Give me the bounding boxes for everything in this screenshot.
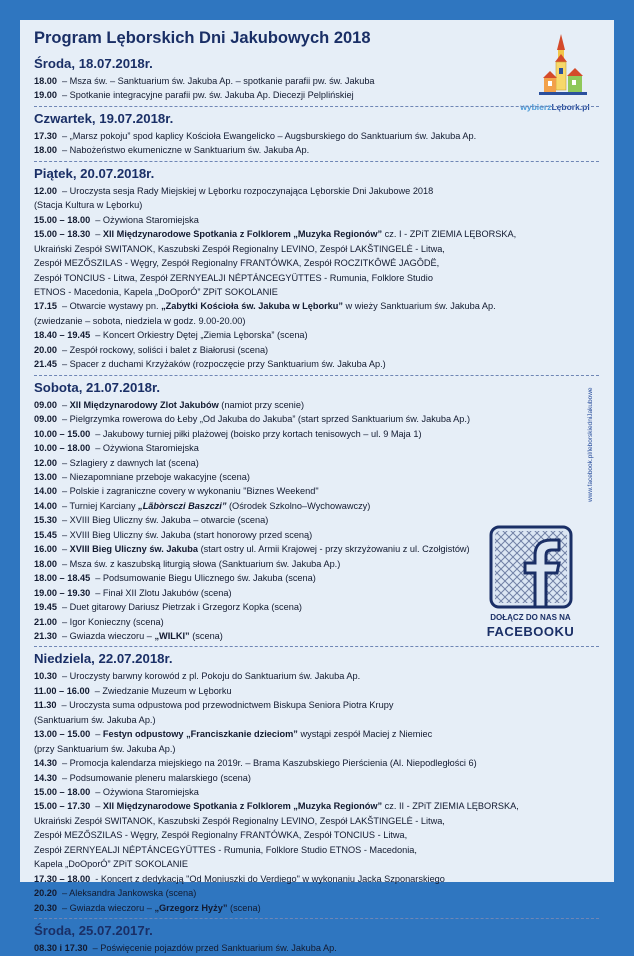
- event-description: – Ożywiona Staromiejska: [95, 443, 199, 454]
- program-sheet: [20, 20, 614, 954]
- event-time: 15.00 – 18.00: [34, 214, 91, 225]
- event-item: [34, 886, 599, 900]
- event-item: [34, 901, 599, 915]
- event-time: 15.45: [34, 529, 57, 540]
- event-description: – Gwiazda wieczoru – „WILKI” (scena): [62, 630, 223, 641]
- event-time: 17.30: [34, 130, 57, 141]
- event-description: – Zwiedzanie Muzeum w Lęborku: [94, 685, 232, 696]
- event-item: [34, 184, 599, 213]
- event-item: [34, 74, 599, 88]
- event-item: [34, 357, 599, 371]
- event-continuation: Ukraiński Zespół SWITANOK, Kaszubski Zespół Regionalny LEVINO, Zespół LAKŠTINGELĖ - Litwa,: [34, 243, 445, 254]
- event-description: – XVIII Bieg Uliczny św. Jakuba (start honorowy przed sceną): [62, 529, 313, 540]
- event-item: [34, 412, 599, 426]
- event-time: 21.00: [34, 616, 57, 627]
- event-time: 10.00 – 15.00: [34, 428, 91, 439]
- event-time: 20.00: [34, 344, 57, 355]
- event-description: – Uroczysty barwny korowód z pl. Pokoju do Sanktuarium św. Jakuba Ap.: [62, 671, 361, 682]
- event-description: – Msza św. – Sanktuarium św. Jakuba Ap. – spotkanie parafii pw. św. Jakuba: [62, 76, 375, 86]
- event-description: – Igor Konieczny (scena): [62, 616, 164, 627]
- event-description: – XVIII Bieg Uliczny św. Jakuba (start ostry ul. Armii Krajowej - przy skrzyżowaniu z ul. Czołgistów): [62, 544, 470, 555]
- event-continuation: Ukraiński Zespół SWITANOK, Kaszubski Zespół Regionalny LEVINO, Zespół LAKŠTINGELĖ - Litwa,: [34, 815, 445, 826]
- event-description: – Nabożeństwo ekumeniczne w Sanktuarium św. Jakuba Ap.: [62, 145, 310, 156]
- event-continuation: (zwiedzanie – sobota, niedziela w godz. 9.00-20.00): [34, 315, 246, 326]
- event-time: 19.00: [34, 90, 57, 101]
- event-time: 18.00: [34, 76, 57, 86]
- event-time: 10.00 – 18.00: [34, 443, 91, 454]
- event-description: – Festyn odpustowy „Franciszkanie dzieciom” wystąpi zespół Maciej z Niemiec: [95, 729, 433, 740]
- event-time: 14.30: [34, 758, 57, 769]
- event-item: [34, 328, 599, 342]
- event-description: – Zespół rockowy, soliści i balet z Białorusi (scena): [62, 344, 269, 355]
- event-time: 11.00 – 16.00: [34, 685, 90, 696]
- facebook-promo[interactable]: [483, 525, 578, 657]
- event-item: [34, 343, 599, 357]
- event-time: 20.20: [34, 888, 57, 899]
- day-heading: Piątek, 20.07.2018r.: [34, 165, 155, 181]
- event-item: [34, 88, 599, 102]
- event-time: 08.30 i 17.30: [34, 943, 88, 954]
- event-time: 16.00: [34, 544, 57, 555]
- event-description: – Podsumowanie pleneru malarskiego (scena): [62, 772, 251, 783]
- event-item: [34, 941, 599, 955]
- event-time: 13.00: [34, 471, 57, 482]
- event-time: 20.30: [34, 902, 57, 913]
- event-time: 15.00 – 18.30: [34, 229, 91, 240]
- facebook-caption-big: FACEBOOKU: [486, 624, 575, 639]
- event-time: 15.00 – 17.30: [34, 801, 91, 812]
- event-description: – Ożywiona Staromiejska: [95, 214, 199, 225]
- event-description: – Polskie i zagraniczne covery w wykonaniu "Biznes Weekend": [62, 486, 319, 497]
- event-description: – Koncert Orkiestry Dętej „Ziemia Lęborska” (scena): [95, 330, 308, 341]
- event-time: 10.30: [34, 671, 57, 682]
- event-time: 13.00 – 15.00: [34, 729, 91, 740]
- day-heading: Sobota, 21.07.2018r.: [34, 379, 161, 395]
- event-time: 18.40 – 19.45: [34, 330, 91, 341]
- event-item: [34, 470, 599, 484]
- facebook-url[interactable]: www.facebook.pl/leborskiedniJakubowe: [587, 387, 594, 502]
- page-title: Program Lęborskich Dni Jakubowych 2018: [34, 29, 371, 47]
- event-time: 17.15: [34, 301, 57, 312]
- event-item: [34, 427, 599, 441]
- event-description: – Gwiazda wieczoru – „Grzegorz Hyży” (scena): [62, 902, 261, 913]
- event-item: [34, 441, 599, 455]
- event-time: 17.30 – 18.00: [34, 873, 91, 884]
- day-heading: Środa, 18.07.2018r.: [34, 56, 153, 71]
- event-continuation: (przy Sanktuarium św. Jakuba Ap.): [34, 743, 176, 754]
- event-time: 21.45: [34, 359, 57, 370]
- event-time: 12.00: [34, 457, 57, 468]
- event-continuation: Zespół MEZŐSZILAS - Węgry, Zespół Regionalny FRANTÓWKA, Zespół ROCZITKÔWÉ JAGÔDË,: [34, 258, 440, 269]
- event-item: [34, 756, 599, 770]
- event-continuation: Zespół MEZŐSZILAS - Węgry, Zespół Regionalny FRANTÓWKA, Zespół TONCIUS - Litwa,: [34, 830, 408, 841]
- event-continuation: (Sanktuarium św. Jakuba Ap.): [34, 714, 156, 725]
- event-description: – XVIII Bieg Uliczny św. Jakuba – otwarcie (scena): [62, 515, 269, 526]
- event-description: – Turniej Karciany „Lãbòrsczi Baszczi” (Ośrodek Szkolno–Wychowawczy): [62, 500, 371, 511]
- event-description: - Koncert z dedykacją "Od Moniuszki do Verdiego" w wykonaniu Jacka Szponarskiego: [95, 873, 445, 884]
- event-description: – Aleksandra Jankowska (scena): [62, 888, 197, 899]
- event-description: – Spotkanie integracyjne parafii pw. św. Jakuba Ap. Diecezji Pelplińskiej: [62, 90, 354, 101]
- event-time: 14.00: [34, 500, 57, 511]
- event-time: 18.00: [34, 145, 57, 156]
- event-time: 12.00: [34, 185, 57, 196]
- event-item: [34, 684, 599, 698]
- event-item: [34, 499, 599, 513]
- day-heading: Czwartek, 19.07.2018r.: [34, 110, 174, 126]
- event-description: – Duet gitarowy Dariusz Pietrzak i Grzegorz Kopka (scena): [62, 602, 302, 613]
- event-description: – Jakubowy turniej piłki plażowej (boisko przy kortach tenisowych – ul. 9 Maja 1): [95, 428, 422, 439]
- event-item: [34, 213, 599, 227]
- event-description: – Szlagiery z dawnych lat (scena): [62, 457, 199, 468]
- day-divider: [34, 375, 599, 376]
- day-heading: Niedziela, 22.07.2018r.: [34, 651, 173, 667]
- event-description: – Podsumowanie Biegu Ulicznego św. Jakuba (scena): [95, 573, 316, 584]
- event-description: – Promocja kalendarza miejskiego na 2019r. – Brama Kaszubskiego Pierścienia (Al. Niepodległości 6): [62, 758, 477, 769]
- event-time: 14.00: [34, 486, 57, 497]
- program-list: [34, 57, 599, 956]
- event-time: 19.45: [34, 602, 57, 613]
- event-item: [34, 227, 599, 299]
- event-description: – Niezapomniane przeboje wakacyjne (scena): [62, 471, 250, 482]
- event-item: [34, 785, 599, 799]
- event-description: – XII Międzynarodowe Spotkania z Folklorem „Muzyka Regionów” cz. I - ZPiT ZIEMIA LĘBORSKA,: [95, 229, 517, 240]
- event-time: 19.00 – 19.30: [34, 587, 91, 598]
- event-description: – Uroczysta suma odpustowa pod przewodnictwem Biskupa Seniora Piotra Krupy: [61, 700, 394, 711]
- event-item: [34, 299, 599, 328]
- event-description: – XII Międzynarodowy Zlot Jakubów (namiot przy scenie): [62, 399, 305, 410]
- event-time: 21.30: [34, 630, 57, 641]
- day-divider: [34, 161, 599, 162]
- event-time: 14.30: [34, 772, 57, 783]
- event-continuation: Zespół TONCIUS - Litwa, Zespół ZERNYEALJI NÉPTÁNCEGYÜTTES - Rumunia, Folklore Studio: [34, 272, 433, 283]
- facebook-icon: [489, 525, 573, 609]
- event-item: [34, 143, 599, 157]
- event-time: 09.00: [34, 414, 57, 425]
- event-item: [34, 456, 599, 470]
- event-description: – „Marsz pokoju” spod kaplicy Kościoła Ewangelicko – Augsburskiego do Sanktuarium św. Jakuba Ap.: [62, 130, 477, 141]
- event-time: 18.00 – 18.45: [34, 573, 91, 584]
- event-time: 15.00 – 18.00: [34, 787, 91, 798]
- event-item: [34, 398, 599, 412]
- event-item: [34, 669, 599, 683]
- event-description: – XII Międzynarodowe Spotkania z Folklorem „Muzyka Regionów” cz. II - ZPiT ZIEMIA LĘBORSKA,: [95, 801, 519, 812]
- day-divider: [34, 106, 599, 107]
- event-item: [34, 484, 599, 498]
- event-time: 11.30: [34, 700, 57, 711]
- event-item: [34, 129, 599, 143]
- event-description: – Pielgrzymka rowerowa do Łeby „Od Jakuba do Jakuba” (start sprzed Sanktuarium św. Jakuba Ap.): [62, 414, 471, 425]
- day-divider: [34, 918, 599, 919]
- logo-text: wybierzLębork.pl: [520, 102, 590, 112]
- event-item: [34, 799, 599, 871]
- day-heading: Środa, 25.07.2017r.: [34, 923, 153, 939]
- event-description: – Finał XII Zlotu Jakubów (scena): [95, 587, 232, 598]
- event-description: – Msza św. z kaszubską liturgią słowa (Sanktuarium św. Jakuba Ap.): [62, 558, 341, 569]
- event-continuation: (Stacja Kultura w Lęborku): [34, 200, 143, 211]
- event-continuation: ETNOS - Macedonia, Kapela „DoOporÓ” ZPiT SOKOLANIE: [34, 286, 278, 297]
- event-time: 15.30: [34, 515, 57, 526]
- facebook-caption: DOŁĄCZ DO NAS NA: [490, 613, 571, 622]
- event-item: [34, 698, 599, 727]
- event-description: – Uroczysta sesja Rady Miejskiej w Lęborku rozpoczynająca Lęborskie Dni Jakubowe 2018: [62, 185, 434, 196]
- event-item: [34, 727, 599, 756]
- event-time: 09.00: [34, 399, 57, 410]
- event-continuation: Kapela „DoOporÓ” ZPiT SOKOLANIE: [34, 859, 189, 870]
- event-item: [34, 872, 599, 886]
- event-description: – Poświęcenie pojazdów przed Sanktuarium św. Jakuba Ap.: [92, 943, 337, 954]
- event-time: 18.00: [34, 558, 57, 569]
- event-description: – Otwarcie wystawy pn. „Zabytki Kościoła św. Jakuba w Lęborku” w wieży Sanktuarium św. Jakuba Ap.: [62, 301, 496, 312]
- event-description: – Spacer z duchami Krzyżaków (rozpoczęcie przy Sanktuarium św. Jakuba Ap.): [62, 359, 386, 370]
- event-continuation: Zespół ZERNYEALJI NÉPTÁNCEGYÜTTES - Rumunia, Folklore Studio ETNOS - Macedonia,: [34, 844, 417, 855]
- event-item: [34, 771, 599, 785]
- event-description: – Ożywiona Staromiejska: [95, 787, 199, 798]
